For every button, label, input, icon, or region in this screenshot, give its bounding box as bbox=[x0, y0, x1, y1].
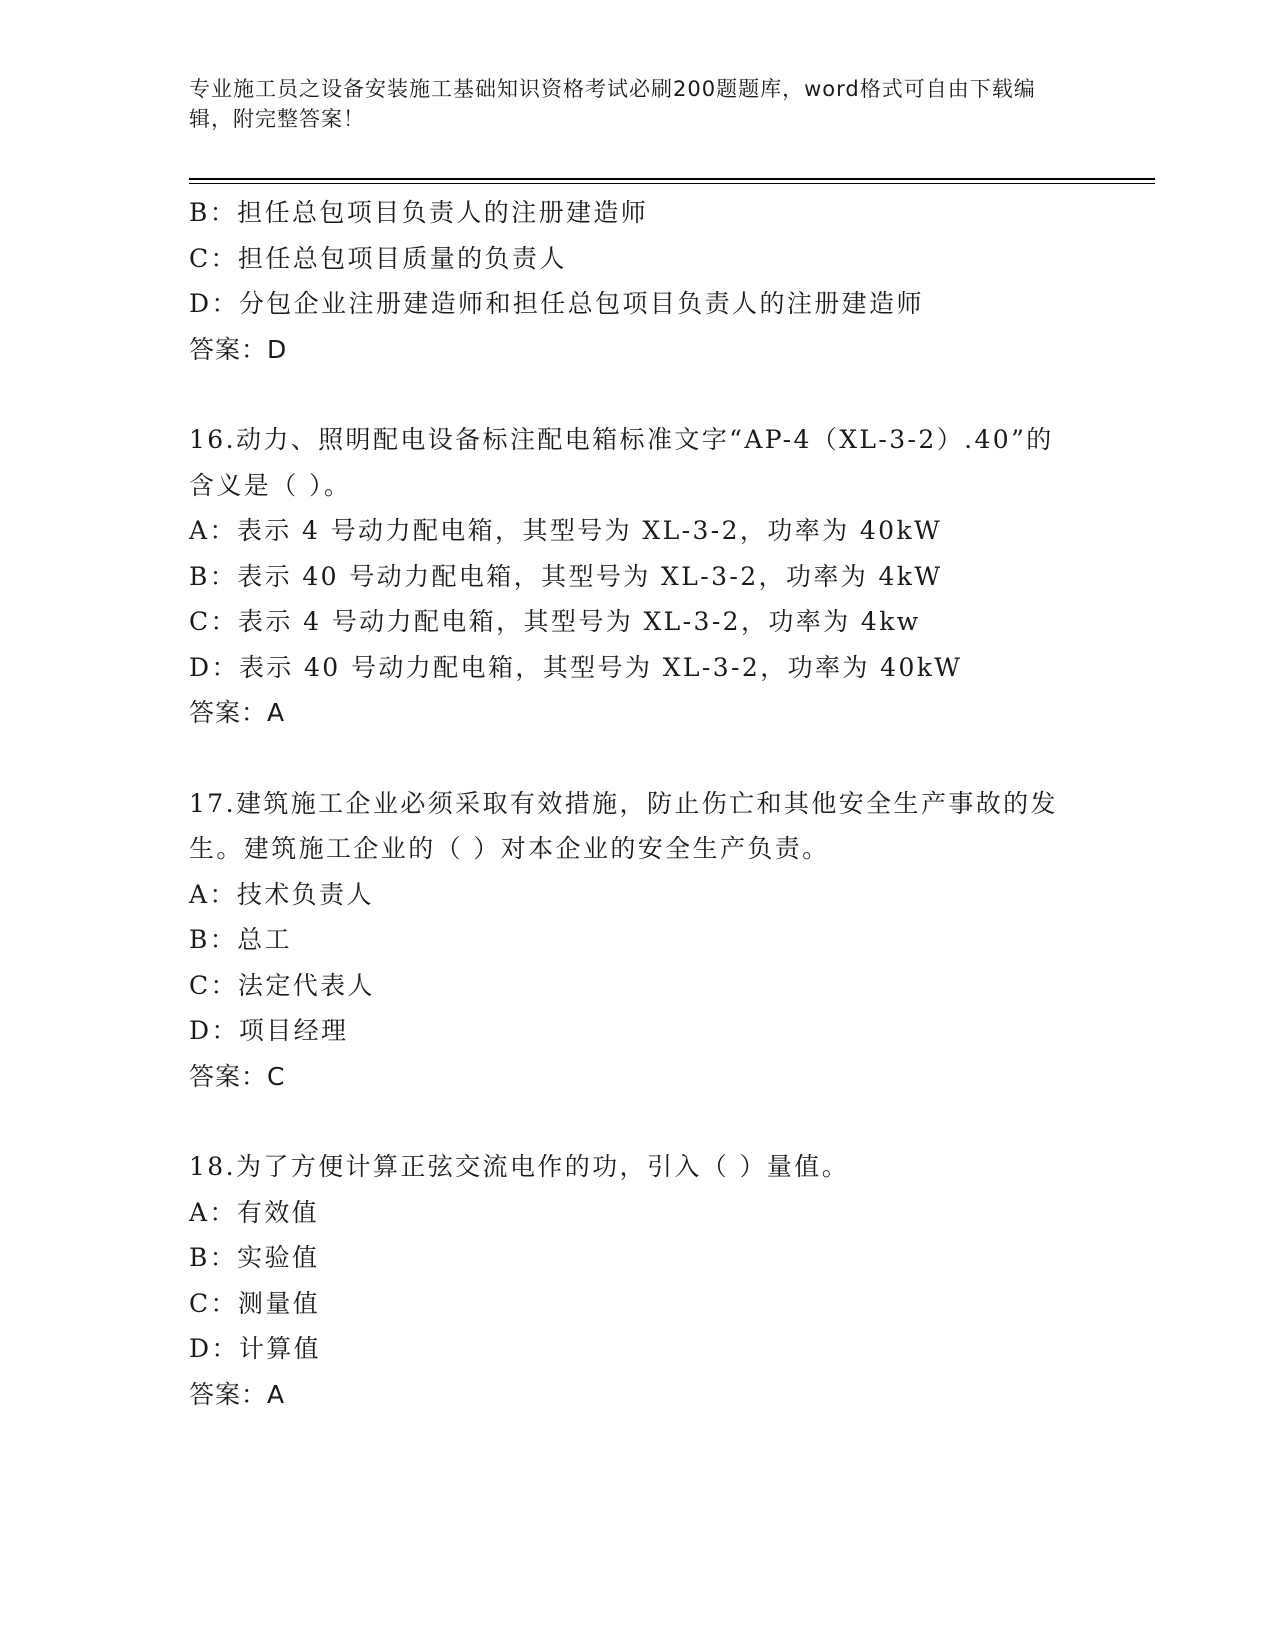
option-c: C：测量值 bbox=[189, 1288, 321, 1318]
answer-line: 答案：D bbox=[189, 334, 288, 364]
document-header: 专业施工员之设备安装施工基础知识资格考试必刷200题题库，word格式可自由下载编辑，附完整答案！ bbox=[189, 77, 1036, 131]
option-c: C：法定代表人 bbox=[189, 970, 375, 1000]
option-a: A：表示 4 号动力配电箱，其型号为 XL-3-2，功率为 40kW bbox=[189, 516, 943, 545]
option-b: B：担任总包项目负责人的注册建造师 bbox=[189, 198, 649, 227]
question-15-continued bbox=[189, 190, 1089, 372]
question-17 bbox=[189, 781, 1089, 1100]
answer-line: 答案：C bbox=[189, 1061, 286, 1091]
option-d: D：分包企业注册建造师和担任总包项目负责人的注册建造师 bbox=[189, 289, 924, 318]
question-text: 17.建筑施工企业必须采取有效措施，防止伤亡和其他安全生产事故的发生。建筑施工企业的（ ）对本企业的安全生产负责。 bbox=[189, 788, 1058, 863]
option-d: D：项目经理 bbox=[189, 1016, 349, 1045]
option-b: B：实验值 bbox=[189, 1243, 320, 1272]
question-text: 16.动力、照明配电设备标注配电箱标准文字“AP-4（XL-3-2）.40”的含义是（ ）。 bbox=[189, 425, 1054, 500]
header-rule-thin bbox=[189, 183, 1155, 184]
question-16 bbox=[189, 417, 1089, 736]
document-body bbox=[189, 190, 1089, 1417]
option-d: D：计算值 bbox=[189, 1334, 322, 1363]
answer-line: 答案：A bbox=[189, 1379, 286, 1409]
option-c: C：表示 4 号动力配电箱，其型号为 XL-3-2，功率为 4kw bbox=[189, 607, 921, 636]
option-c: C：担任总包项目质量的负责人 bbox=[189, 243, 567, 273]
question-text: 18.为了方便计算正弦交流电作的功，引入（ ）量值。 bbox=[189, 1152, 850, 1181]
header-rule-thick bbox=[189, 178, 1155, 180]
option-d: D：表示 40 号动力配电箱，其型号为 XL-3-2，功率为 40kW bbox=[189, 652, 963, 682]
option-b: B：总工 bbox=[189, 925, 292, 954]
option-b: B：表示 40 号动力配电箱，其型号为 XL-3-2，功率为 4kW bbox=[189, 561, 943, 591]
option-a: A：技术负责人 bbox=[189, 879, 374, 909]
answer-line: 答案：A bbox=[189, 698, 286, 727]
option-a: A：有效值 bbox=[189, 1197, 320, 1227]
question-18 bbox=[189, 1144, 1089, 1417]
